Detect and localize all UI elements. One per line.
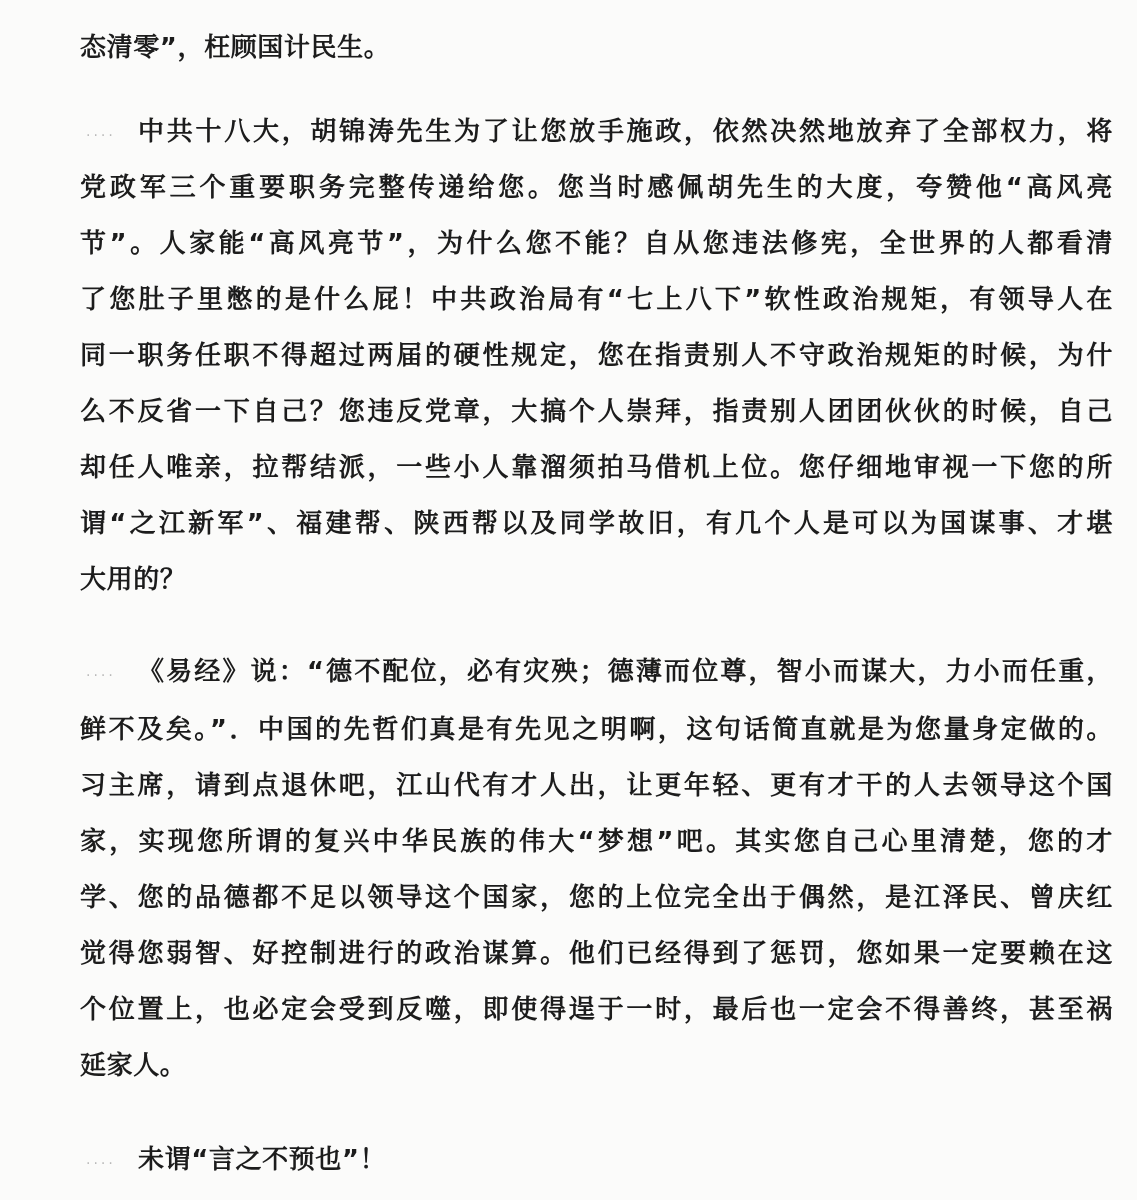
paragraph-3-line-3: 习主席，请到点退休吧，江山代有才人出，让更年轻、更有才干的人去领导这个国 [80,771,1113,801]
paragraph-2-line-6: 么不反省一下自己？您违反党章，大搞个人崇拜，指责别人团团伙伙的时候，自己 [80,397,1113,427]
paragraph-3-line-4: 家，实现您所谓的复兴中华民族的伟大“梦想”吧。其实您自己心里清楚，您的才 [80,827,1113,857]
paragraph-3-line-6: 觉得您弱智、好控制进行的政治谋算。他们已经得到了惩罚，您如果一定要赖在这 [80,939,1113,969]
paragraph-2-line-9: 大用的？ [80,565,187,595]
paragraph-4-line-1: 未谓“言之不预也”！ [138,1145,387,1175]
paragraph-3-line-8: 延家人。 [80,1051,187,1081]
paragraph-4-leader: .... [86,1152,116,1168]
paragraph-3-line-7: 个位置上，也必定会受到反噬，即使得逞于一时，最后也一定会不得善终，甚至祸 [80,995,1113,1025]
paragraph-2-line-4: 了您肚子里憋的是什么屁！中共政治局有“七上八下”软性政治规矩，有领导人在 [80,285,1113,315]
paragraph-2-line-7: 却任人唯亲，拉帮结派，一些小人靠溜须拍马借机上位。您仔细地审视一下您的所 [80,453,1113,483]
paragraph-2-line-1: 中共十八大，胡锦涛先生为了让您放手施政，依然决然地放弃了全部权力，将 [138,117,1113,147]
paragraph-3-line-1: 《易经》说：“德不配位，必有灾殃；德薄而位尊，智小而谋大，力小而任重， [138,657,1113,687]
paragraph-3-line-5: 学、您的品德都不足以领导这个国家，您的上位完全出于偶然，是江泽民、曾庆红 [80,883,1113,913]
paragraph-2-line-2: 党政军三个重要职务完整传递给您。您当时感佩胡先生的大度，夸赞他“高风亮 [80,173,1113,203]
paragraph-2-line-8: 谓“之江新军”、福建帮、陕西帮以及同学故旧，有几个人是可以为国谋事、才堪 [80,509,1113,539]
paragraph-2-leader: .... [86,124,116,140]
paragraph-1-line-1: 态清零”，枉顾国计民生。 [80,33,391,63]
paragraph-3-line-2: 鲜不及矣。”．中国的先哲们真是有先见之明啊，这句话简直就是为您量身定做的。 [80,715,1113,745]
paragraph-2-line-5: 同一职务任职不得超过两届的硬性规定，您在指责别人不守政治规矩的时候，为什 [80,341,1113,371]
paragraph-3-leader: .... [86,664,116,680]
paragraph-2-line-3: 节”。人家能“高风亮节”，为什么您不能？自从您违法修宪，全世界的人都看清 [80,229,1113,259]
